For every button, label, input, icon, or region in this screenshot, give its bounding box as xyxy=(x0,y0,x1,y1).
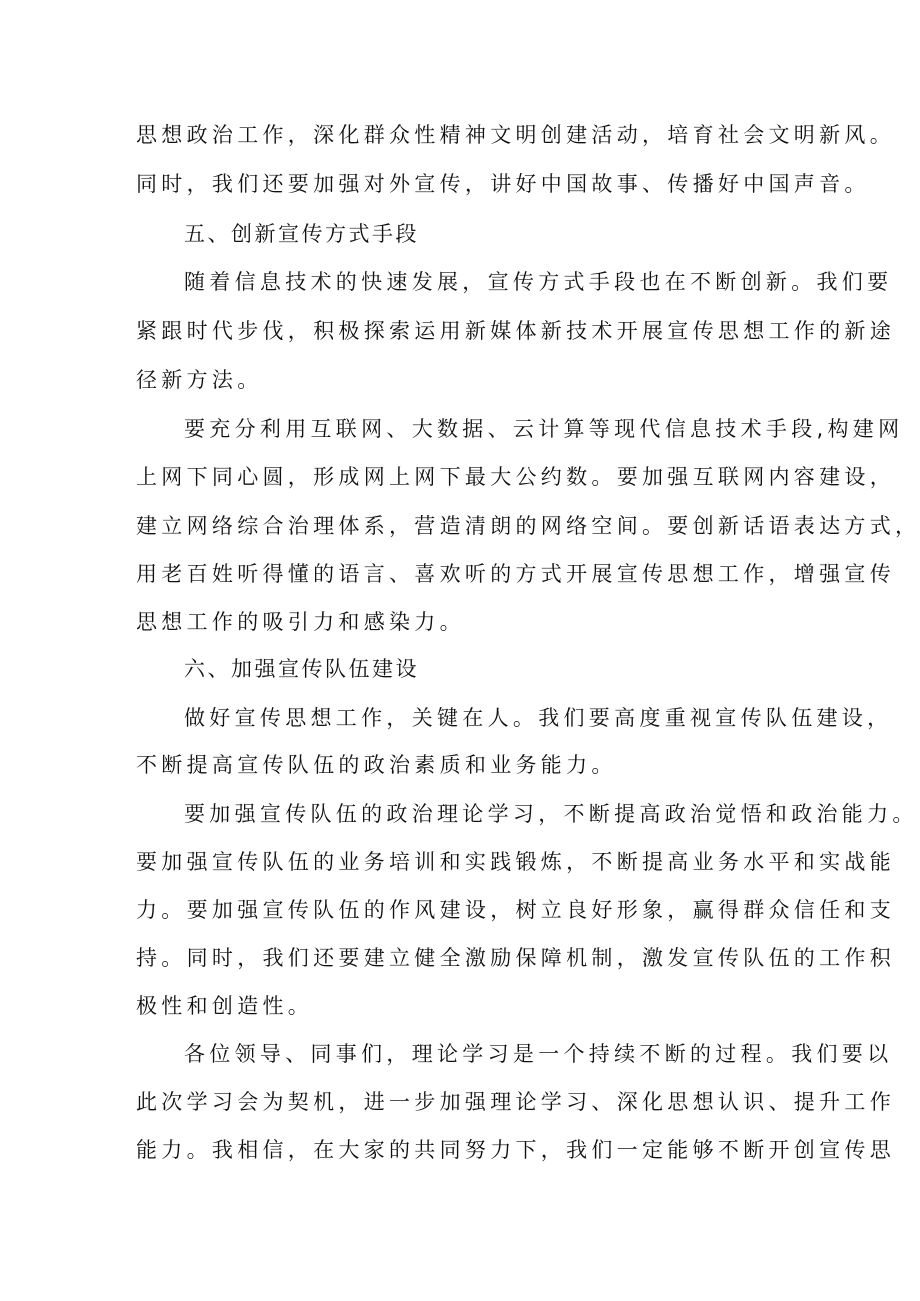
text-line: 不断提高宣传队伍的政治素质和业务能力。 xyxy=(136,753,617,777)
text-line: 思想政治工作，深化群众性精神文明创建活动，培育社会文明新风。 xyxy=(136,123,895,147)
section-heading: 六、加强宣传队伍建设 xyxy=(184,657,419,681)
text-line: 径新方法。 xyxy=(136,368,263,392)
text-line: 力。要加强宣传队伍的作风建设，树立良好形象，赢得群众信任和支 xyxy=(136,898,895,922)
text-line: 上网下同心圆，形成网上网下最大公约数。要加强互联网内容建设， xyxy=(136,465,895,489)
text-line: 同时，我们还要加强对外宣传，讲好中国故事、传播好中国声音。 xyxy=(136,172,870,196)
text-line: 随着信息技术的快速发展，宣传方式手段也在不断创新。我们要 xyxy=(184,270,893,294)
text-line: 思想工作的吸引力和感染力。 xyxy=(136,610,465,634)
text-line: 各位领导、同事们，理论学习是一个持续不断的过程。我们要以 xyxy=(184,1042,893,1066)
text-line: 要加强宣传队伍的业务培训和实践锻炼，不断提高业务水平和实战能 xyxy=(136,850,895,874)
text-line: 紧跟时代步伐，积极探索运用新媒体新技术开展宣传思想工作的新途 xyxy=(136,319,895,343)
text-line: 做好宣传思想工作，关键在人。我们要高度重视宣传队伍建设， xyxy=(184,706,893,730)
text-line: 能力。我相信，在大家的共同努力下，我们一定能够不断开创宣传思 xyxy=(136,1138,895,1162)
section-heading: 五、创新宣传方式手段 xyxy=(184,222,419,246)
text-line: 极性和创造性。 xyxy=(136,994,314,1018)
text-line: 用老百姓听得懂的语言、喜欢听的方式开展宣传思想工作，增强宣传 xyxy=(136,562,895,586)
text-line: 要加强宣传队伍的政治理论学习，不断提高政治觉悟和政治能力。 xyxy=(184,802,918,826)
text-line: 此次学习会为契机，进一步加强理论学习、深化思想认识、提升工作 xyxy=(136,1090,895,1114)
text-line: 持。同时，我们还要建立健全激励保障机制，激发宣传队伍的工作积 xyxy=(136,946,895,970)
text-line: 要充分利用互联网、大数据、云计算等现代信息技术手段,构建网 xyxy=(184,417,904,441)
text-line: 建立网络综合治理体系，营造清朗的网络空间。要创新话语表达方式， xyxy=(136,514,920,538)
